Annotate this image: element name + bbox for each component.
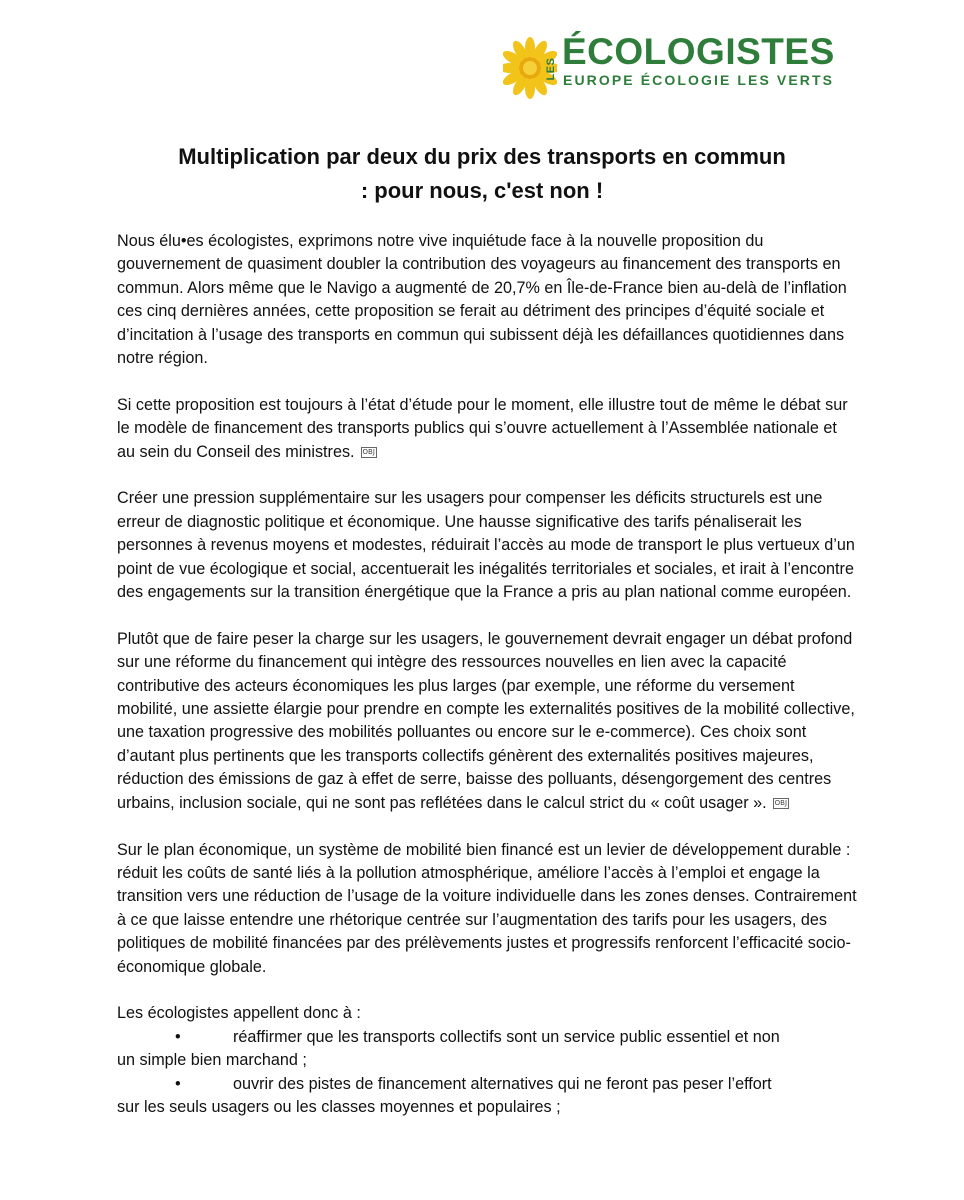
- document-body: [117, 230, 857, 1119]
- logo-les: LES: [545, 57, 557, 81]
- list-item: [117, 1073, 857, 1120]
- logo-subtitle: EUROPE ÉCOLOGIE LES VERTS: [563, 72, 835, 88]
- logo: [503, 24, 853, 104]
- paragraph-text: Plutôt que de faire peser la charge sur les usagers, le gouvernement devrait engager un débat profond sur une réforme du financement qui intègre des ressources nouvelles en lien avec la capacité contributive des acteurs économiques les plus larges (par exemple, une réforme du versement mobilité, une assiette élargie pour prendre en compte les externalités positives de la mobilité collective, une taxation progressive des mobilités polluantes ou encore sur le e-commerce). Ces choix sont d’autant plus pertinents que les transports collectifs génèrent des externalités positives majeures, réduction des émissions de gaz à effet de serre, baisse des polluants, désengorgement des centres urbains, inclusion sociale, qui ne sont pas reflétées dans le calcul strict du « coût usager ».: [117, 629, 855, 812]
- list-item: [117, 1026, 857, 1073]
- paragraph-text: Si cette proposition est toujours à l’état d’étude pour le moment, elle illustre tout de même le débat sur le modèle de financement des transports publics qui s’ouvre actuellement à l’Assemblée nationale et au sein du Conseil des ministres.: [117, 395, 848, 461]
- bullet-icon: •: [175, 1027, 181, 1046]
- list-intro: Les écologistes appellent donc à :: [117, 1004, 361, 1023]
- title-line-2: : pour nous, c'est non !: [360, 178, 604, 203]
- list-item-text-continued: sur les seuls usagers ou les classes moyennes et populaires ;: [117, 1097, 561, 1116]
- list-item-text: réaffirmer que les transports collectifs sont un service public essentiel et non: [233, 1027, 780, 1046]
- paragraph-text: Nous élu•es écologistes, exprimons notre vive inquiétude face à la nouvelle proposition du gouvernement de quasiment doubler la contribution des voyageurs au financement des transports en commun. Alors même que le Navigo a augmenté de 20,7% en Île-de-France bien au-delà de l’inflation ces cinq dernières années, cette proposition se ferait au détriment des principes d’équité sociale et d’incitation à l’usage des transports en commun qui subissent déjà les défaillances quotidiennes dans notre région.: [117, 232, 847, 368]
- obj-placeholder-icon: OBJ: [774, 798, 788, 807]
- paragraph-2: [117, 394, 857, 464]
- paragraph-4: [117, 628, 857, 815]
- title-line-1: Multiplication par deux du prix des transports en commun: [178, 144, 786, 169]
- obj-placeholder-icon: OBJ: [362, 447, 375, 456]
- paragraph-text: Créer une pression supplémentaire sur les usagers pour compenser les déficits structurels est une erreur de diagnostic politique et économique. Une hausse significative des tarifs pénaliserait les personnes à revenus moyens et modestes, réduirait l’accès au mode de transport le plus vertueux d’un point de vue écologique et social, accentuerait les inégalités territoriales et sociales, et irait à l’encontre des engagements sur la transition énergétique que la France a pris au plan national comme européen.: [117, 489, 855, 602]
- paragraph-3: [117, 487, 857, 604]
- list-item-text-continued: un simple bien marchand ;: [117, 1051, 307, 1070]
- page-title: [100, 140, 864, 208]
- list-item-text: ouvrir des pistes de financement alternatives qui ne feront pas peser l’effort: [233, 1074, 772, 1093]
- bullet-icon: •: [175, 1074, 181, 1093]
- paragraph-text: Sur le plan économique, un système de mobilité bien financé est un levier de développement durable : réduit les coûts de santé liés à la pollution atmosphérique, améliore l’accès à l’emploi et engage la transition vers une réduction de l’usage de la voiture individuelle dans les zones denses. Contrairement à ce que laisse entendre une rhétorique centrée sur l’augmentation des tarifs pour les usagers, des politiques de mobilité financées par des prélèvements justes et progressifs renforcent l’efficacité socio-économique globale.: [117, 840, 857, 976]
- call-to-action-list: [117, 1002, 857, 1119]
- logo-main-text: ÉCOLOGISTES: [562, 31, 835, 72]
- paragraph-5: [117, 839, 857, 979]
- paragraph-1: [117, 230, 857, 370]
